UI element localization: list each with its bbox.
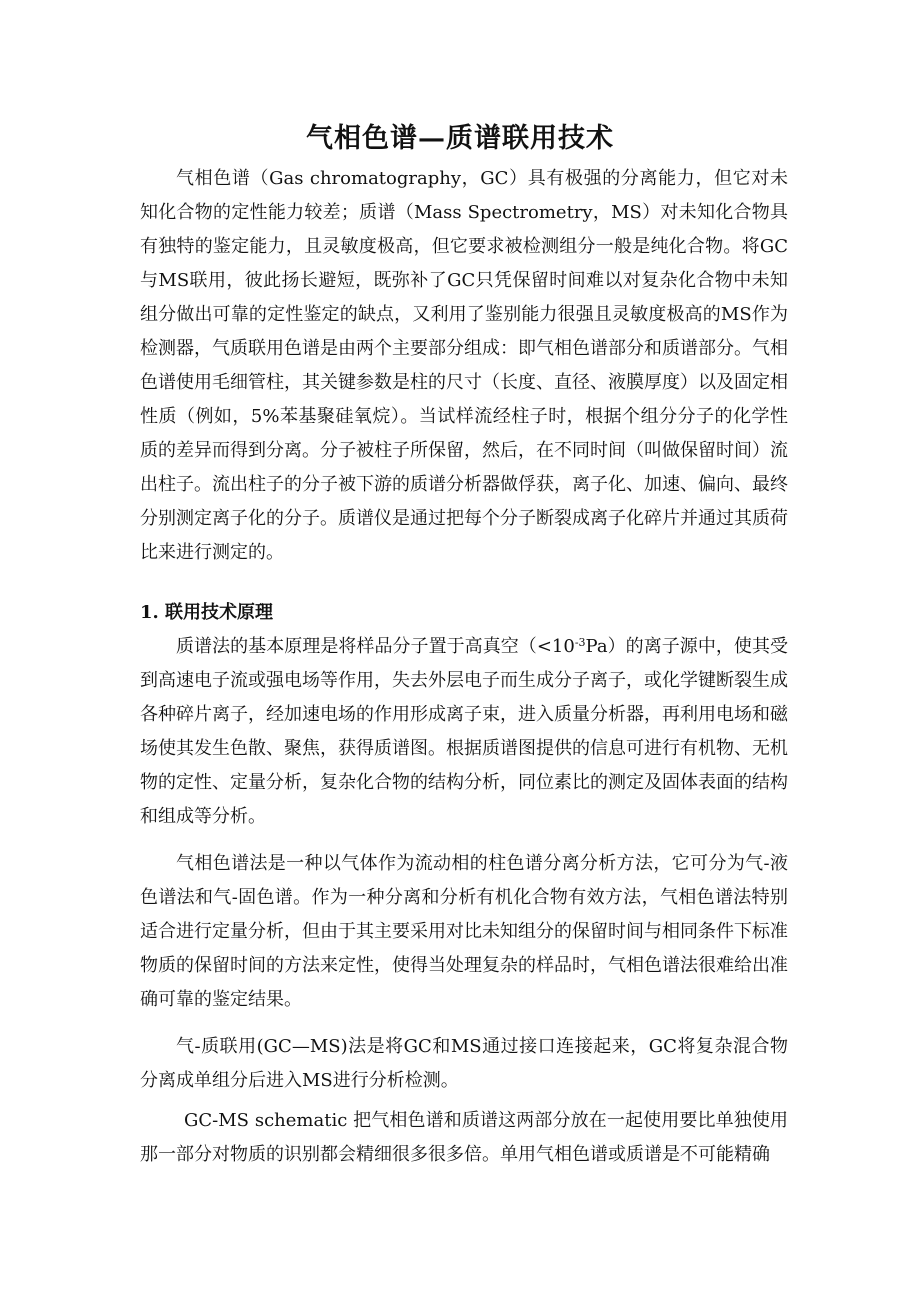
ms-principle-text-2: Pa）的离子源中，使其受到高速电子流或强电场等作用，失去外层电子而生成分子离子，或化学键断裂生成各种碎片离子，经加速电场的作用形成离子束，进入质量分析器，再利用电场和磁场使其发生色散、聚焦，获得质谱图。根据质谱图提供的信息可进行有机物、无机物的定性、定量分析，复杂化合物的结构分析，同位素比的测定及固体表面的结构和组成等分析。 [140,636,788,827]
document-title: 气相色谱—质谱联用技术 [306,123,614,154]
gcms-principle-paragraph: 气-质联用(GC—MS)法是将GC和MS通过接口连接起来，GC将复杂混合物分离成单组分后进入MS进行分析检测。 [140,1036,788,1091]
exponent: -3 [574,636,586,649]
ms-principle-text-1: 质谱法的基本原理是将样品分子置于高真空（<10 [176,636,575,657]
ms-principle-paragraph [140,630,788,834]
intro-paragraph: 气相色谱（Gas chromatography，GC）具有极强的分离能力，但它对未知化合物的定性能力较差；质谱（Mass Spectrometry，MS）对未知化合物具有独特的鉴定能力，且灵敏度极高，但它要求被检测组分一般是纯化合物。将GC与MS联用，彼此扬长避短，既弥补了GC只凭保留时间难以对复杂化合物中未知组分做出可靠的定性鉴定的缺点，又利用了鉴别能力很强且灵敏度极高的MS作为检测器，气质联用色谱是由两个主要部分组成：即气相色谱部分和质谱部分。气相色谱使用毛细管柱，其关键参数是柱的尺寸（长度、直径、液膜厚度）以及固定相性质（例如，5%苯基聚硅氧烷）。当试样流经柱子时，根据个组分分子的化学性质的差异而得到分离。分子被柱子所保留，然后，在不同时间（叫做保留时间）流出柱子。流出柱子的分子被下游的质谱分析器做俘获，离子化、加速、偏向、最终分别测定离子化的分子。质谱仪是通过把每个分子断裂成离子化碎片并通过其质荷比来进行测定的。 [140,168,788,563]
schematic-paragraph: GC-MS schematic 把气相色谱和质谱这两部分放在一起使用要比单独使用那一部分对物质的识别都会精细很多很多倍。单用气相色谱或质谱是不可能精确 [140,1110,788,1165]
gc-principle-paragraph: 气相色谱法是一种以气体作为流动相的柱色谱分离分析方法，它可分为气-液色谱法和气-固色谱。作为一种分离和分析有机化合物有效方法，气相色谱法特别适合进行定量分析，但由于其主要采用对比未知组分的保留时间与相同条件下标准物质的保留时间的方法来定性，使得当处理复杂的样品时，气相色谱法很难给出准确可靠的鉴定结果。 [140,853,788,1010]
section-heading-principle: 1. 联用技术原理 [140,602,274,623]
